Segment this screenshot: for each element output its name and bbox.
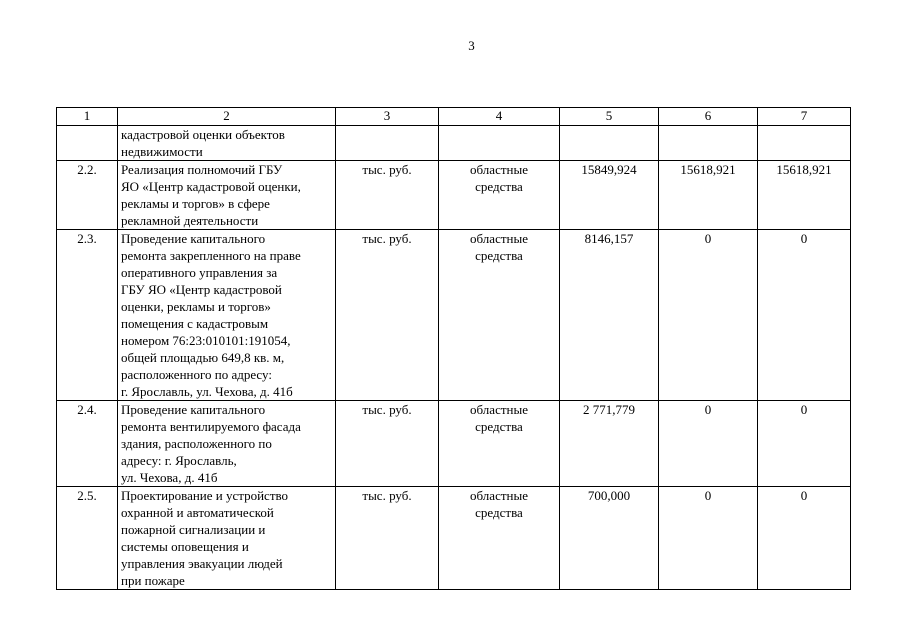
page-number: 3 xyxy=(468,38,475,53)
activity-name-line: пожарной сигнализации и xyxy=(121,522,266,537)
value-col-6: 0 xyxy=(659,487,758,590)
activity-name-line: при пожаре xyxy=(121,573,185,588)
column-header: 1 xyxy=(57,108,118,126)
activity-name-line: ул. Чехова, д. 41б xyxy=(121,470,218,485)
row-number: 2.4. xyxy=(57,401,118,487)
activity-name-line: ремонта закрепленного на праве xyxy=(121,248,301,263)
value-col-7: 0 xyxy=(758,230,851,401)
column-header: 3 xyxy=(336,108,439,126)
table-row xyxy=(57,161,851,230)
unit-of-measure xyxy=(336,126,439,161)
funding-source-line: средства xyxy=(475,505,523,520)
activity-name-line: г. Ярославль, ул. Чехова, д. 41б xyxy=(121,384,293,399)
value-col-6: 15618,921 xyxy=(659,161,758,230)
table-row xyxy=(57,230,851,401)
unit-of-measure: тыс. руб. xyxy=(336,401,439,487)
activity-name-line: ЯО «Центр кадастровой оценки, xyxy=(121,179,301,194)
funding-source-line: областные xyxy=(470,162,528,177)
activity-name-line: ГБУ ЯО «Центр кадастровой xyxy=(121,282,282,297)
activity-name-line: рекламы и торгов» в сфере xyxy=(121,196,270,211)
activity-name xyxy=(118,230,336,401)
value-col-5: 15849,924 xyxy=(560,161,659,230)
value-col-6: 0 xyxy=(659,230,758,401)
column-header: 6 xyxy=(659,108,758,126)
unit-of-measure: тыс. руб. xyxy=(336,230,439,401)
value-col-5 xyxy=(560,126,659,161)
funding-source-line: областные xyxy=(470,488,528,503)
table-header-row xyxy=(57,108,851,126)
activity-name-line: номером 76:23:010101:191054, xyxy=(121,333,291,348)
value-col-5: 2 771,779 xyxy=(560,401,659,487)
funding-source-line: областные xyxy=(470,231,528,246)
activity-name-line: оперативного управления за xyxy=(121,265,278,280)
activity-name-line: охранной и автоматической xyxy=(121,505,274,520)
value-col-7: 0 xyxy=(758,401,851,487)
funding-source-line: областные xyxy=(470,402,528,417)
activity-name-line: кадастровой оценки объектов xyxy=(121,127,285,142)
unit-of-measure: тыс. руб. xyxy=(336,487,439,590)
activity-name-line: Проведение капитального xyxy=(121,402,266,417)
column-header: 2 xyxy=(118,108,336,126)
activity-name-line: адресу: г. Ярославль, xyxy=(121,453,237,468)
value-col-7: 0 xyxy=(758,487,851,590)
activity-name-line: общей площадью 649,8 кв. м, xyxy=(121,350,285,365)
value-col-6: 0 xyxy=(659,401,758,487)
row-number: 2.3. xyxy=(57,230,118,401)
activity-name-line: Проведение капитального xyxy=(121,231,266,246)
funding-source xyxy=(439,401,560,487)
row-number xyxy=(57,126,118,161)
funding-source-line: средства xyxy=(475,179,523,194)
row-number: 2.2. xyxy=(57,161,118,230)
table-row xyxy=(57,401,851,487)
funding-source xyxy=(439,487,560,590)
table-body xyxy=(57,126,851,590)
value-col-7 xyxy=(758,126,851,161)
activity-name-line: ремонта вентилируемого фасада xyxy=(121,419,301,434)
activity-name-line: недвижимости xyxy=(121,144,203,159)
column-header: 5 xyxy=(560,108,659,126)
value-col-7: 15618,921 xyxy=(758,161,851,230)
value-col-5: 8146,157 xyxy=(560,230,659,401)
activity-name-line: рекламной деятельности xyxy=(121,213,259,228)
activity-name xyxy=(118,161,336,230)
value-col-5: 700,000 xyxy=(560,487,659,590)
activity-name xyxy=(118,126,336,161)
activity-name-line: оценки, рекламы и торгов» xyxy=(121,299,271,314)
activity-name-line: расположенного по адресу: xyxy=(121,367,272,382)
funding-source xyxy=(439,230,560,401)
activity-name xyxy=(118,401,336,487)
table-row xyxy=(57,126,851,161)
column-header: 7 xyxy=(758,108,851,126)
row-number: 2.5. xyxy=(57,487,118,590)
activity-name-line: системы оповещения и xyxy=(121,539,249,554)
funding-source-line: средства xyxy=(475,419,523,434)
activity-name-line: здания, расположенного по xyxy=(121,436,272,451)
unit-of-measure: тыс. руб. xyxy=(336,161,439,230)
funding-source-line: средства xyxy=(475,248,523,263)
activity-name-line: Реализация полномочий ГБУ xyxy=(121,162,283,177)
value-col-6 xyxy=(659,126,758,161)
activity-name-line: Проектирование и устройство xyxy=(121,488,289,503)
budget-table xyxy=(56,107,851,590)
funding-source xyxy=(439,126,560,161)
funding-source xyxy=(439,161,560,230)
table-row xyxy=(57,487,851,590)
column-header: 4 xyxy=(439,108,560,126)
activity-name-line: помещения с кадастровым xyxy=(121,316,269,331)
activity-name-line: управления эвакуации людей xyxy=(121,556,283,571)
activity-name xyxy=(118,487,336,590)
